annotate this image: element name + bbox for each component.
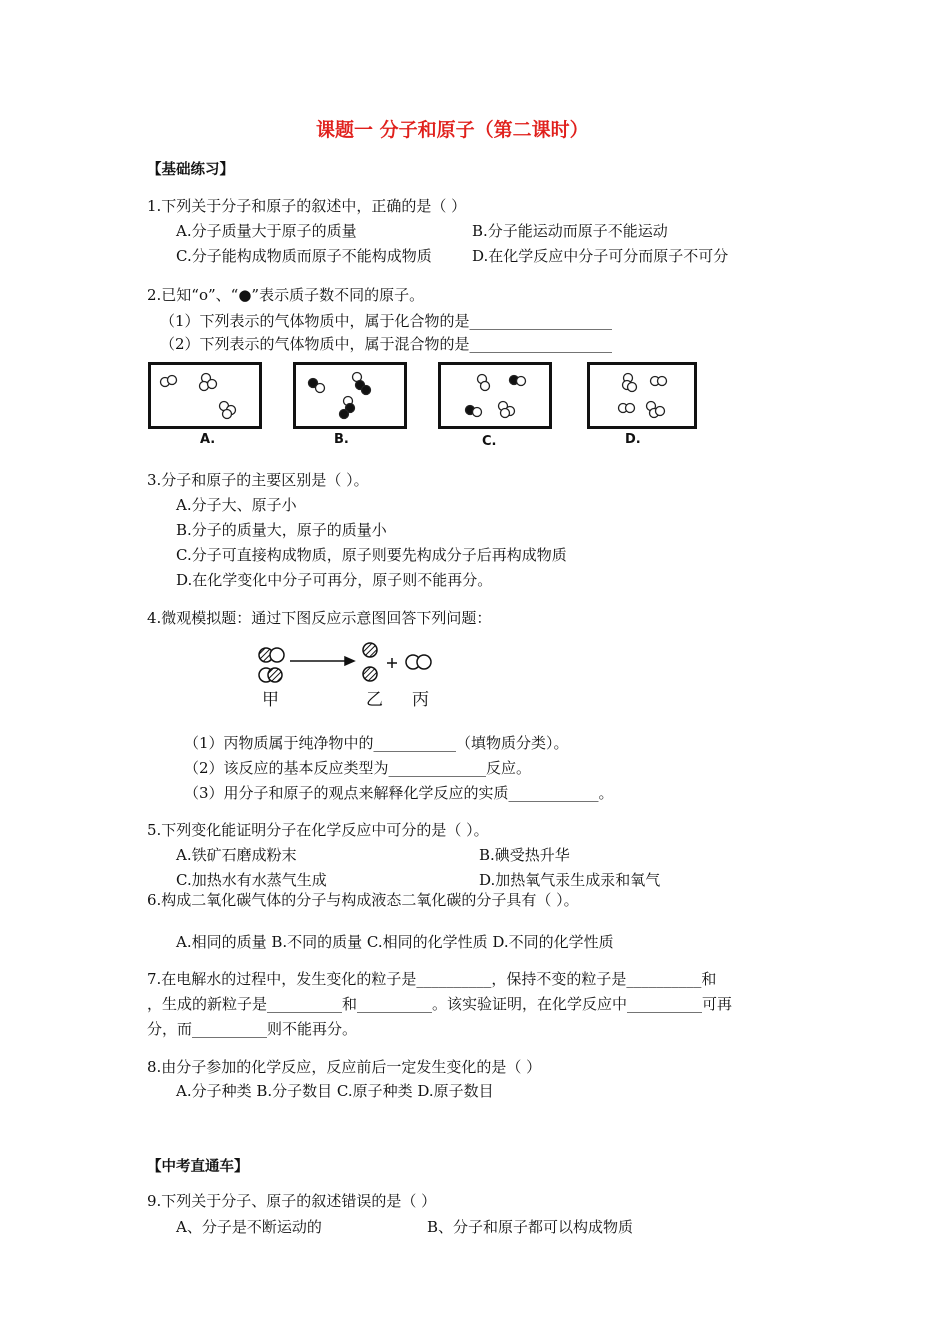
page-title: 课题一 分子和原子（第二课时） [316, 119, 589, 141]
q2-box-d [587, 362, 697, 429]
q5-stem: 5.下列变化能证明分子在化学反应中可分的是（ ）。 [147, 821, 489, 839]
q2-stem: 2.已知“o”、“●”表示质子数不同的原子。 [147, 286, 425, 304]
q1-option-d: D.在化学反应中分子可分而原子不可分 [472, 247, 729, 265]
molecule-diagram-b [296, 365, 404, 426]
section-heading-exam: 【中考直通车】 [147, 1159, 249, 1175]
q8-options: A.分子种类 B.分子数目 C.原子种类 D.原子数目 [176, 1082, 494, 1100]
q4-part1: （1）丙物质属于纯净物中的___________（填物质分类）。 [184, 734, 569, 752]
q8-stem: 8.由分子参加的化学反应，反应前后一定发生变化的是（ ） [147, 1058, 542, 1076]
q2-box-a [148, 362, 262, 429]
q2-box-c [438, 362, 552, 429]
q2-label-b: B. [334, 432, 349, 447]
q4-part2: （2）该反应的基本反应类型为_____________反应。 [184, 759, 532, 777]
q3-option-a: A.分子大、原子小 [176, 496, 297, 514]
q9-option-b: B、分子和原子都可以构成物质 [427, 1218, 634, 1236]
q7-line3: 分，而__________则不能再分。 [147, 1020, 358, 1038]
q1-stem: 1.下列关于分子和原子的叙述中，正确的是（ ） [147, 197, 467, 215]
q2-label-a: A. [200, 432, 216, 447]
q5-option-a: A.铁矿石磨成粉末 [176, 846, 297, 864]
q4-label-yi: 乙 [366, 690, 383, 710]
molecule-diagram-c [441, 365, 549, 426]
q1-option-c: C.分子能构成物质而原子不能构成物质 [176, 247, 432, 265]
q3-option-b: B.分子的质量大，原子的质量小 [176, 521, 387, 539]
q2-box-b [293, 362, 407, 429]
molecule-diagram-d [590, 365, 694, 426]
q5-option-c: C.加热水有水蒸气生成 [176, 871, 327, 889]
q4-label-bing: 丙 [412, 690, 429, 710]
q2-part2: （2）下列表示的气体物质中，属于混合物的是___________________ [160, 335, 613, 353]
section-heading-basic: 【基础练习】 [147, 162, 234, 178]
q7-line1: 7.在电解水的过程中，发生变化的粒子是__________，保持不变的粒子是__________和 [147, 970, 717, 988]
q1-option-a: A.分子质量大于原子的质量 [176, 222, 357, 240]
q2-label-c: C. [482, 434, 497, 449]
q1-option-b: B.分子能运动而原子不能运动 [472, 222, 668, 240]
q3-option-d: D.在化学变化中分子可再分，原子则不能再分。 [176, 571, 493, 589]
q6-stem: 6.构成二氧化碳气体的分子与构成液态二氧化碳的分子具有（ ）。 [147, 891, 579, 909]
q5-option-b: B.碘受热升华 [479, 846, 570, 864]
q9-option-a: A、分子是不断运动的 [176, 1218, 322, 1236]
q4-label-jia: 甲 [262, 690, 279, 710]
q3-option-c: C.分子可直接构成物质，原子则要先构成分子后再构成物质 [176, 546, 567, 564]
q7-line2: ，生成的新粒子是__________和__________。该实验证明，在化学反应中__________可再 [147, 995, 733, 1013]
molecule-diagram-a [151, 365, 259, 426]
q2-label-d: D. [625, 432, 641, 447]
q4-stem: 4.微观模拟题：通过下图反应示意图回答下列问题： [147, 609, 492, 627]
q6-options: A.相同的质量 B.不同的质量 C.相同的化学性质 D.不同的化学性质 [176, 933, 614, 951]
q2-part1: （1）下列表示的气体物质中，属于化合物的是___________________ [160, 312, 613, 330]
q4-part3: （3）用分子和原子的观点来解释化学反应的实质____________。 [184, 784, 614, 802]
q3-stem: 3.分子和原子的主要区别是（ ）。 [147, 471, 369, 489]
q9-stem: 9.下列关于分子、原子的叙述错误的是（ ） [147, 1192, 437, 1210]
q5-option-d: D.加热氧气汞生成汞和氧气 [479, 871, 661, 889]
